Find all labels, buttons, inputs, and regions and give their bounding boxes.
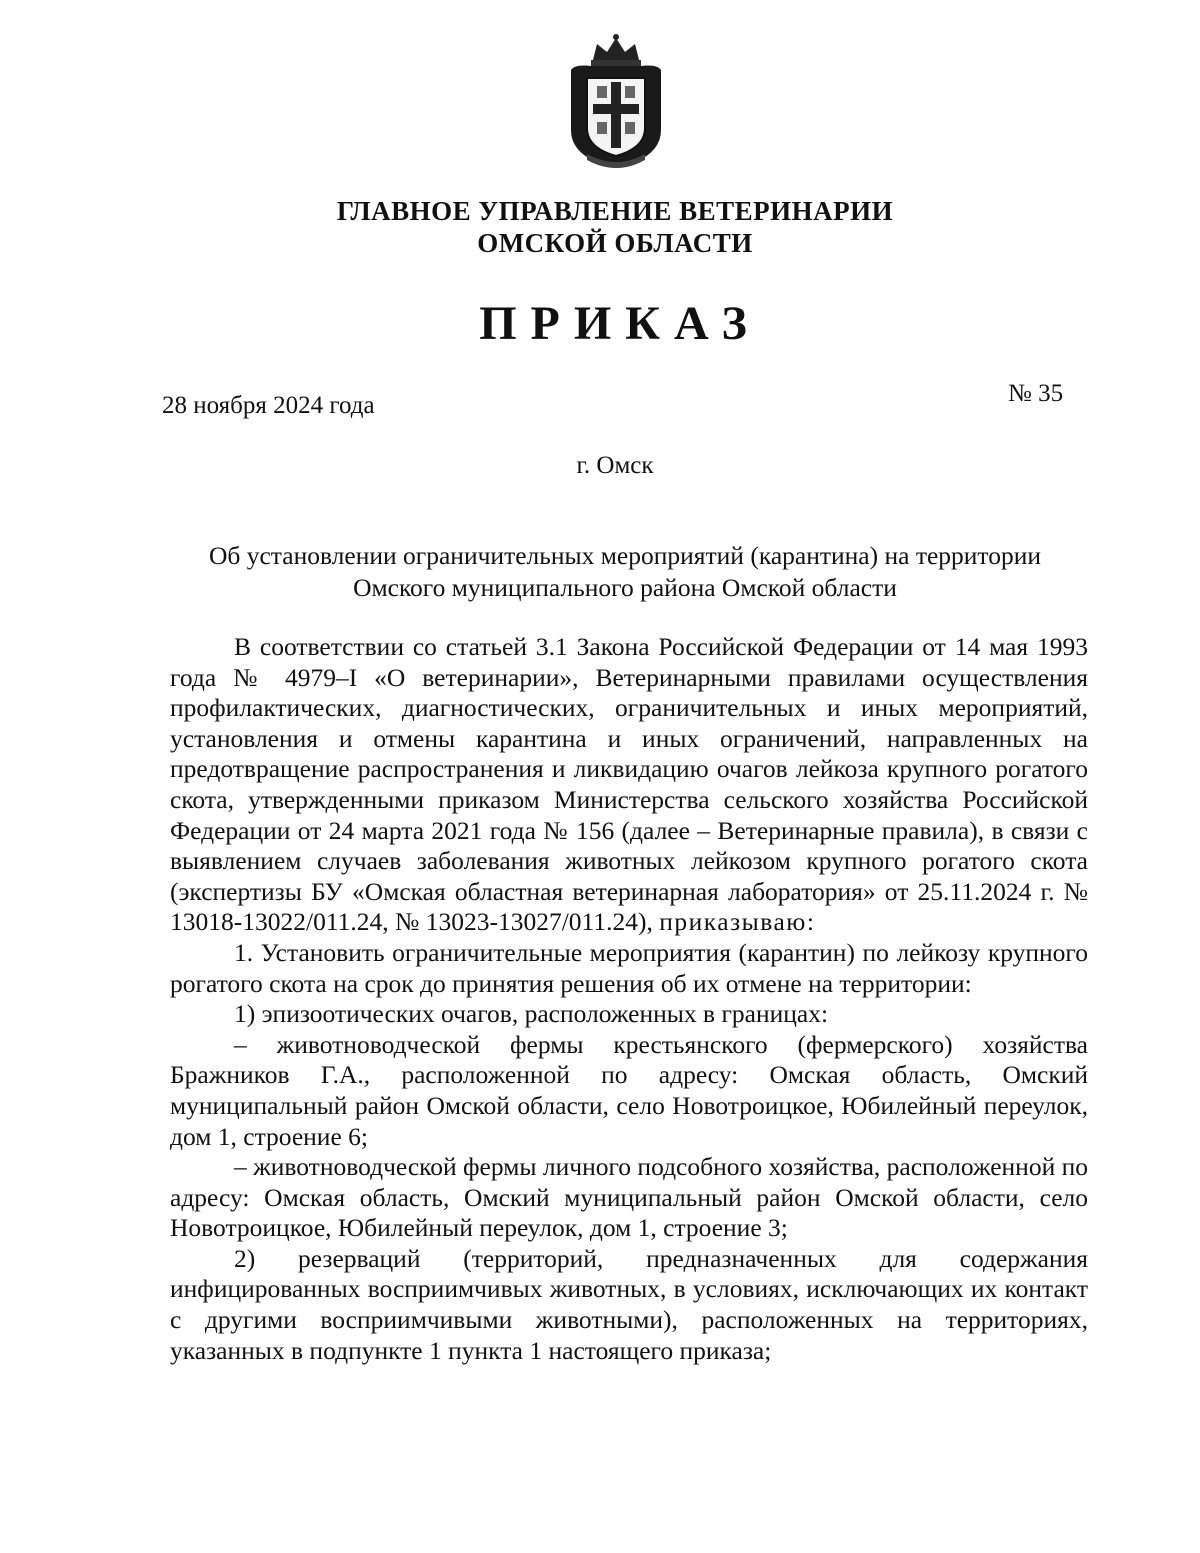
document-number: № 35 (1008, 380, 1064, 407)
document-body (170, 632, 1088, 1366)
subject-line2: Омского муниципального района Омской области (353, 573, 897, 602)
organization-name-line1: ГЛАВНОЕ УПРАВЛЕНИЕ ВЕТЕРИНАРИИ (336, 196, 894, 226)
subitem-2: 2) резерваций (территорий, предназначенных для содержания инфицированных восприимчивых животных, в условиях, исключающих их контакт с другими восприимчивыми животными), расположенных на территориях, указанных в подпункте 1 пункта 1 настоящего приказа; (170, 1243, 1088, 1365)
document-date: 28 ноября 2024 года (162, 392, 375, 419)
item-1: 1. Установить ограничительные мероприятия (карантин) по лейкозу крупного рогатого скота на срок до принятия решения об их отмене на территории: (170, 937, 1088, 998)
organization-name-line2: ОМСКОЙ ОБЛАСТИ (477, 228, 753, 258)
preamble-text: В соответствии со статьей 3.1 Закона Российской Федерации от 14 мая 1993 года № 4979–I «О ветеринарии», Ветеринарными правилами осуществления профилактических, диагностических, ограничительных и иных мероприятий, установления и отмены карантина и иных ограничений, направленных на предотвращение распространения и ликвидацию очагов лейкоза крупного рогатого скота, утвержденными приказом Министерства сельского хозяйства Российской Федерации от 24 марта 2021 года № 156 (далее – Ветеринарные правила), в связи с выявлением случаев заболевания животных лейкозом крупного рогатого скота (экспертизы БУ «Омская областная ветеринарная лаборатория» от 25.11.2024 г. № 13018-13022/011.24, № 13023-13027/011.24), (170, 632, 1088, 937)
subitem-1: 1) эпизоотических очагов, расположенных в границах: (234, 999, 829, 1029)
subject-line1: Об установлении ограничительных мероприятий (карантина) на территории (208, 541, 1042, 570)
dash-item-2: – животноводческой фермы личного подсобного хозяйства, расположенной по адресу: Омская область, Омский муниципальный район Омской области, село Новотроицкое, Юбилейный переулок, дом 1, строение 3; (170, 1152, 1089, 1243)
document-city: г. Омск (576, 452, 654, 479)
preamble-paragraph (170, 632, 1088, 938)
document-type: ПРИКАЗ (479, 297, 761, 350)
document-subject (160, 540, 1090, 604)
order-word: приказываю: (659, 907, 816, 937)
dash-item-1: – животноводческой фермы крестьянского (фермерского) хозяйства Бражников Г.А., расположенной по адресу: Омская область, Омский муниципальный район Омской области, село Новотроицкое, Юбилейный переулок, дом 1, строение 6; (170, 1029, 1088, 1151)
coat-of-arms-icon (557, 30, 675, 170)
